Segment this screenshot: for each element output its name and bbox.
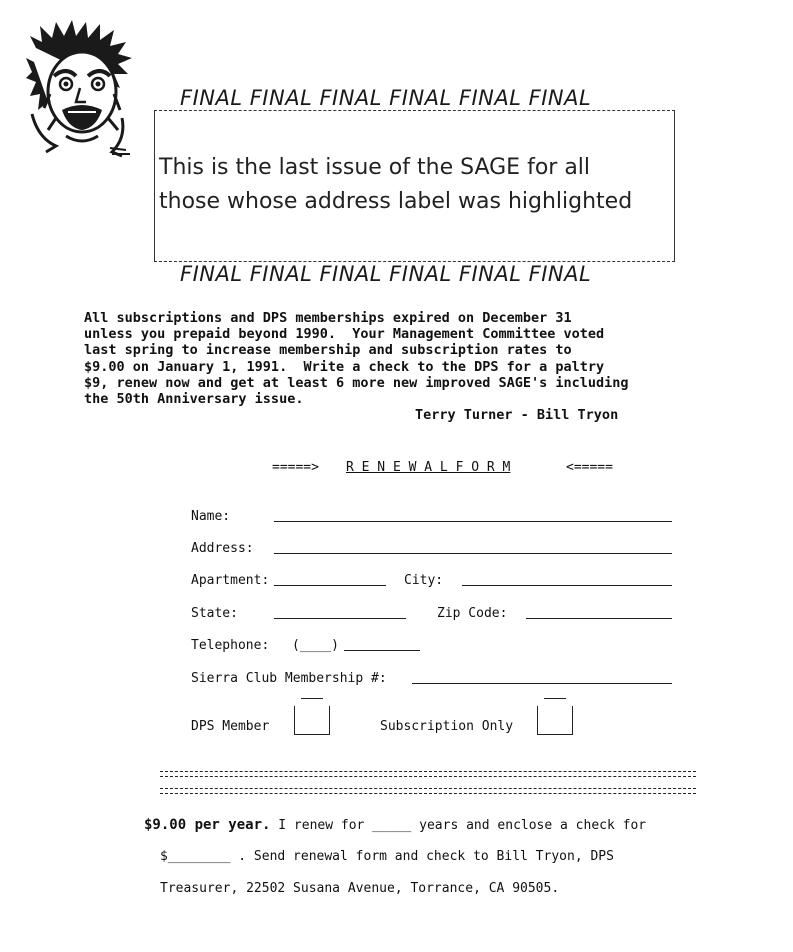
paragraph-line: $9, renew now and get at least 6 more new improved SAGE's including [84, 374, 629, 391]
address-label: Address: [191, 541, 254, 556]
notice-line-1: This is the last issue of the SAGE for all [159, 155, 591, 180]
name-field[interactable] [274, 521, 672, 522]
zip-code-label: Zip Code: [437, 606, 508, 621]
renewal-form-title: R E N E W A L F O R M [346, 460, 511, 475]
renewal-instructions-line-2: $________ . Send renewal form and check to Bill Tryon, DPS [160, 849, 614, 864]
notice-box [154, 110, 675, 262]
subscription-only-checkbox[interactable] [537, 706, 573, 735]
screaming-face-illustration [26, 18, 138, 158]
name-label: Name: [191, 509, 231, 524]
treasurer-address: Treasurer, 22502 Susana Avenue, Torrance, CA 90505. [160, 881, 560, 896]
apartment-label: Apartment: [191, 573, 270, 588]
paragraph-line: unless you prepaid beyond 1990. Your Management Committee voted [84, 326, 605, 343]
paragraph-line: the 50th Anniversary issue. [84, 391, 304, 408]
sierra-club-field[interactable] [412, 683, 672, 684]
address-field[interactable] [274, 553, 672, 554]
state-label: State: [191, 606, 238, 621]
announcement-paragraph [84, 310, 629, 407]
telephone-area-code[interactable]: (____) [292, 638, 339, 653]
final-banner-top: FINAL FINAL FINAL FINAL FINAL FINAL [180, 86, 592, 110]
city-label: City: [404, 573, 444, 588]
renewal-instructions-line-1 [144, 817, 646, 833]
price-per-year: $9.00 per year. [144, 817, 271, 833]
subscription-only-label: Subscription Only [380, 719, 514, 734]
paragraph-line: last spring to increase membership and subscription rates to [84, 342, 572, 359]
telephone-label: Telephone: [191, 638, 270, 653]
telephone-field[interactable] [344, 650, 420, 651]
city-field[interactable] [462, 585, 672, 586]
renew-years-text: I renew for _____ years and enclose a check for [270, 818, 647, 833]
arrow-left: =====> [272, 460, 319, 475]
state-field[interactable] [274, 618, 406, 619]
zip-code-field[interactable] [526, 618, 672, 619]
apartment-field[interactable] [274, 585, 386, 586]
dps-member-label: DPS Member [191, 719, 270, 734]
sierra-club-label: Sierra Club Membership #: [191, 671, 387, 686]
dps-member-checkbox[interactable] [294, 706, 330, 735]
arrow-right: <===== [566, 460, 613, 475]
notice-line-2: those whose address label was highlighted [159, 189, 633, 214]
signature: Terry Turner - Bill Tryon [415, 407, 619, 423]
paragraph-line: $9.00 on January 1, 1991. Write a check to the DPS for a paltry [84, 358, 605, 375]
separator-double-line [160, 771, 696, 777]
final-banner-bottom: FINAL FINAL FINAL FINAL FINAL FINAL [180, 262, 592, 286]
separator-double-line [160, 788, 696, 794]
paragraph-line: All subscriptions and DPS memberships expired on December 31 [84, 310, 572, 326]
